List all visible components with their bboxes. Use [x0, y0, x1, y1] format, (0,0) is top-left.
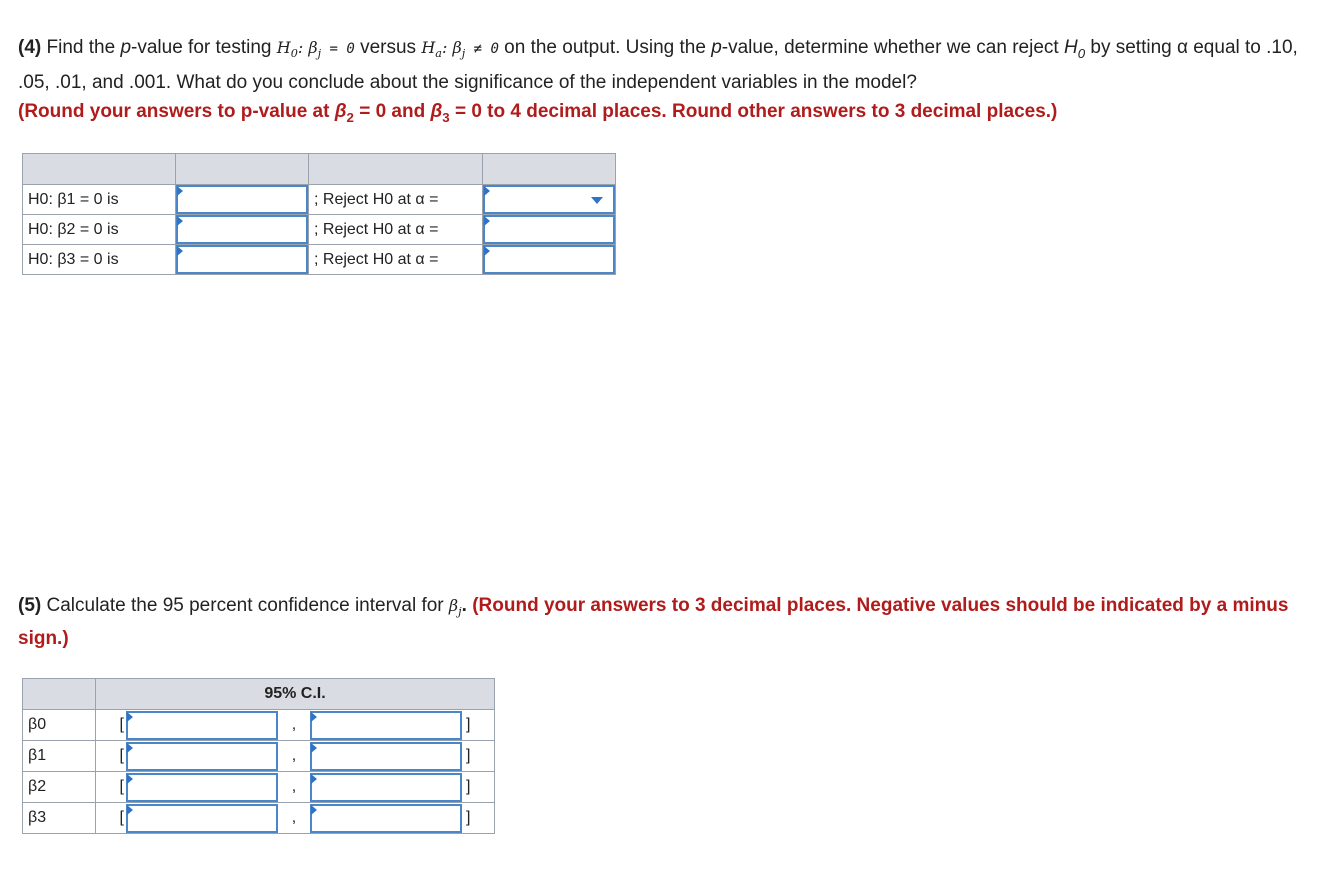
alpha-cell [483, 245, 616, 275]
ha-sub: a [435, 47, 442, 61]
h0-symbol: H [1063, 37, 1078, 58]
q4-text: by setting α equal to .10, .05, .01, and .001. What do you conclude about the significance of the independent variables in the model? [18, 37, 1298, 94]
q4-text: Find the [41, 37, 121, 58]
q5-text: Calculate the 95 percent confidence interval for [41, 595, 449, 616]
close-bracket: ] [462, 803, 495, 834]
flag-icon [127, 805, 133, 815]
beta-sub: 2 [346, 109, 354, 125]
table-header [23, 679, 495, 710]
question-4-number: (4) [18, 37, 42, 58]
neq-zero: ≠ 0 [465, 41, 499, 57]
comma: , [278, 772, 310, 803]
close-bracket: ] [462, 741, 495, 772]
row-label: β2 [23, 772, 96, 803]
ci-lower-input-beta2[interactable] [126, 773, 278, 802]
alpha-dropdown-beta1[interactable] [483, 185, 615, 214]
question-5-number: (5) [18, 595, 42, 616]
upper-cell [310, 803, 462, 834]
ci-lower-input-beta3[interactable] [126, 804, 278, 833]
close-bracket: ] [462, 772, 495, 803]
q4-instructions [18, 101, 1058, 125]
header-cell [309, 154, 483, 185]
lower-cell [126, 710, 278, 741]
ci-lower-input-beta1[interactable] [126, 742, 278, 771]
table-row [23, 803, 495, 834]
lower-cell [126, 803, 278, 834]
q5-instructions: (Round your answers to 3 decimal places. Negative values should be indicated by a minus sign.) [18, 595, 1289, 650]
table-row [23, 245, 616, 275]
open-bracket: [ [96, 710, 127, 741]
row-label: β1 [23, 741, 96, 772]
eq-zero: = 0 [321, 41, 355, 57]
question-4 [18, 33, 1308, 132]
p-symbol: p [711, 37, 722, 58]
close-bracket: ] [462, 710, 495, 741]
lower-cell [126, 741, 278, 772]
row-label: H0: β3 = 0 is [23, 245, 176, 275]
flag-icon [484, 216, 490, 226]
pvalue-input-beta1[interactable] [176, 185, 308, 214]
beta-sub: 3 [442, 109, 450, 125]
flag-icon [311, 805, 317, 815]
open-bracket: [ [96, 741, 127, 772]
beta-symbol: β [430, 101, 443, 123]
instr-text: = 0 to 4 decimal places. Round other answers to 3 decimal places.) [449, 101, 1058, 123]
row-label: H0: β1 = 0 is [23, 185, 176, 215]
alpha-input-beta2[interactable] [483, 215, 615, 244]
colon: : [441, 38, 453, 57]
header-cell [176, 154, 309, 185]
j-sub: j [458, 605, 462, 619]
ci-upper-input-beta1[interactable] [310, 742, 462, 771]
header-cell [23, 154, 176, 185]
flag-icon [127, 743, 133, 753]
flag-icon [311, 774, 317, 784]
beta-symbol: β [448, 596, 459, 615]
table-row [23, 710, 495, 741]
ci-upper-input-beta0[interactable] [310, 711, 462, 740]
flag-icon [127, 712, 133, 722]
q4-text: on the output. Using the [498, 37, 712, 58]
flag-icon [177, 186, 183, 196]
alpha-input-beta3[interactable] [483, 245, 615, 274]
row-label: β3 [23, 803, 96, 834]
versus-text: versus [354, 37, 422, 58]
j-sub: j [461, 47, 466, 61]
beta-j-expression [448, 596, 462, 619]
flag-icon [484, 246, 490, 256]
row-label: H0: β2 = 0 is [23, 215, 176, 245]
beta-symbol: β [452, 38, 462, 57]
open-bracket: [ [96, 803, 127, 834]
reject-label: ; Reject H0 at α = [309, 215, 483, 245]
table-row [23, 215, 616, 245]
colon: : [297, 38, 309, 57]
ci-header: 95% C.I. [96, 679, 495, 710]
period: . [461, 595, 467, 616]
header-cell [23, 679, 96, 710]
table-row [23, 741, 495, 772]
flag-icon [177, 216, 183, 226]
h0-expression [276, 38, 355, 61]
q4-text: -value, determine whether we can reject [721, 37, 1064, 58]
instr-text: (Round your answers to p-value at [18, 101, 335, 123]
q4-text: -value for testing [131, 37, 277, 58]
alpha-cell [483, 185, 616, 215]
h0-sub: 0 [1077, 45, 1086, 61]
beta-symbol: β [308, 38, 318, 57]
lower-cell [126, 772, 278, 803]
ci-lower-input-beta0[interactable] [126, 711, 278, 740]
table-row [23, 772, 495, 803]
instr-text: = 0 and [353, 101, 431, 123]
h0-sub: 0 [290, 47, 298, 61]
pvalue-input-beta2[interactable] [176, 215, 308, 244]
upper-cell [310, 710, 462, 741]
confidence-interval-table [22, 678, 495, 834]
hypothesis-table [22, 153, 616, 275]
p-symbol: p [120, 37, 132, 58]
row-label: β0 [23, 710, 96, 741]
ha-expression [421, 38, 499, 61]
upper-cell [310, 772, 462, 803]
flag-icon [311, 712, 317, 722]
flag-icon [177, 246, 183, 256]
beta-symbol: β [334, 101, 347, 123]
table-header [23, 154, 616, 185]
ci-upper-input-beta3[interactable] [310, 804, 462, 833]
flag-icon [484, 186, 490, 196]
open-bracket: [ [96, 772, 127, 803]
dropdown-arrow-icon[interactable] [591, 197, 603, 204]
comma: , [278, 803, 310, 834]
ha-symbol: H [421, 38, 436, 57]
header-cell [483, 154, 616, 185]
alpha-cell [483, 215, 616, 245]
flag-icon [127, 774, 133, 784]
flag-icon [311, 743, 317, 753]
table-row [23, 185, 616, 215]
reject-label: ; Reject H0 at α = [309, 245, 483, 275]
pvalue-cell [176, 245, 309, 275]
question-5 [18, 592, 1308, 652]
ci-upper-input-beta2[interactable] [310, 773, 462, 802]
upper-cell [310, 741, 462, 772]
pvalue-cell [176, 215, 309, 245]
pvalue-cell [176, 185, 309, 215]
reject-label: ; Reject H0 at α = [309, 185, 483, 215]
comma: , [278, 741, 310, 772]
comma: , [278, 710, 310, 741]
j-sub: j [317, 47, 322, 61]
h0-symbol: H [276, 38, 291, 57]
pvalue-input-beta3[interactable] [176, 245, 308, 274]
